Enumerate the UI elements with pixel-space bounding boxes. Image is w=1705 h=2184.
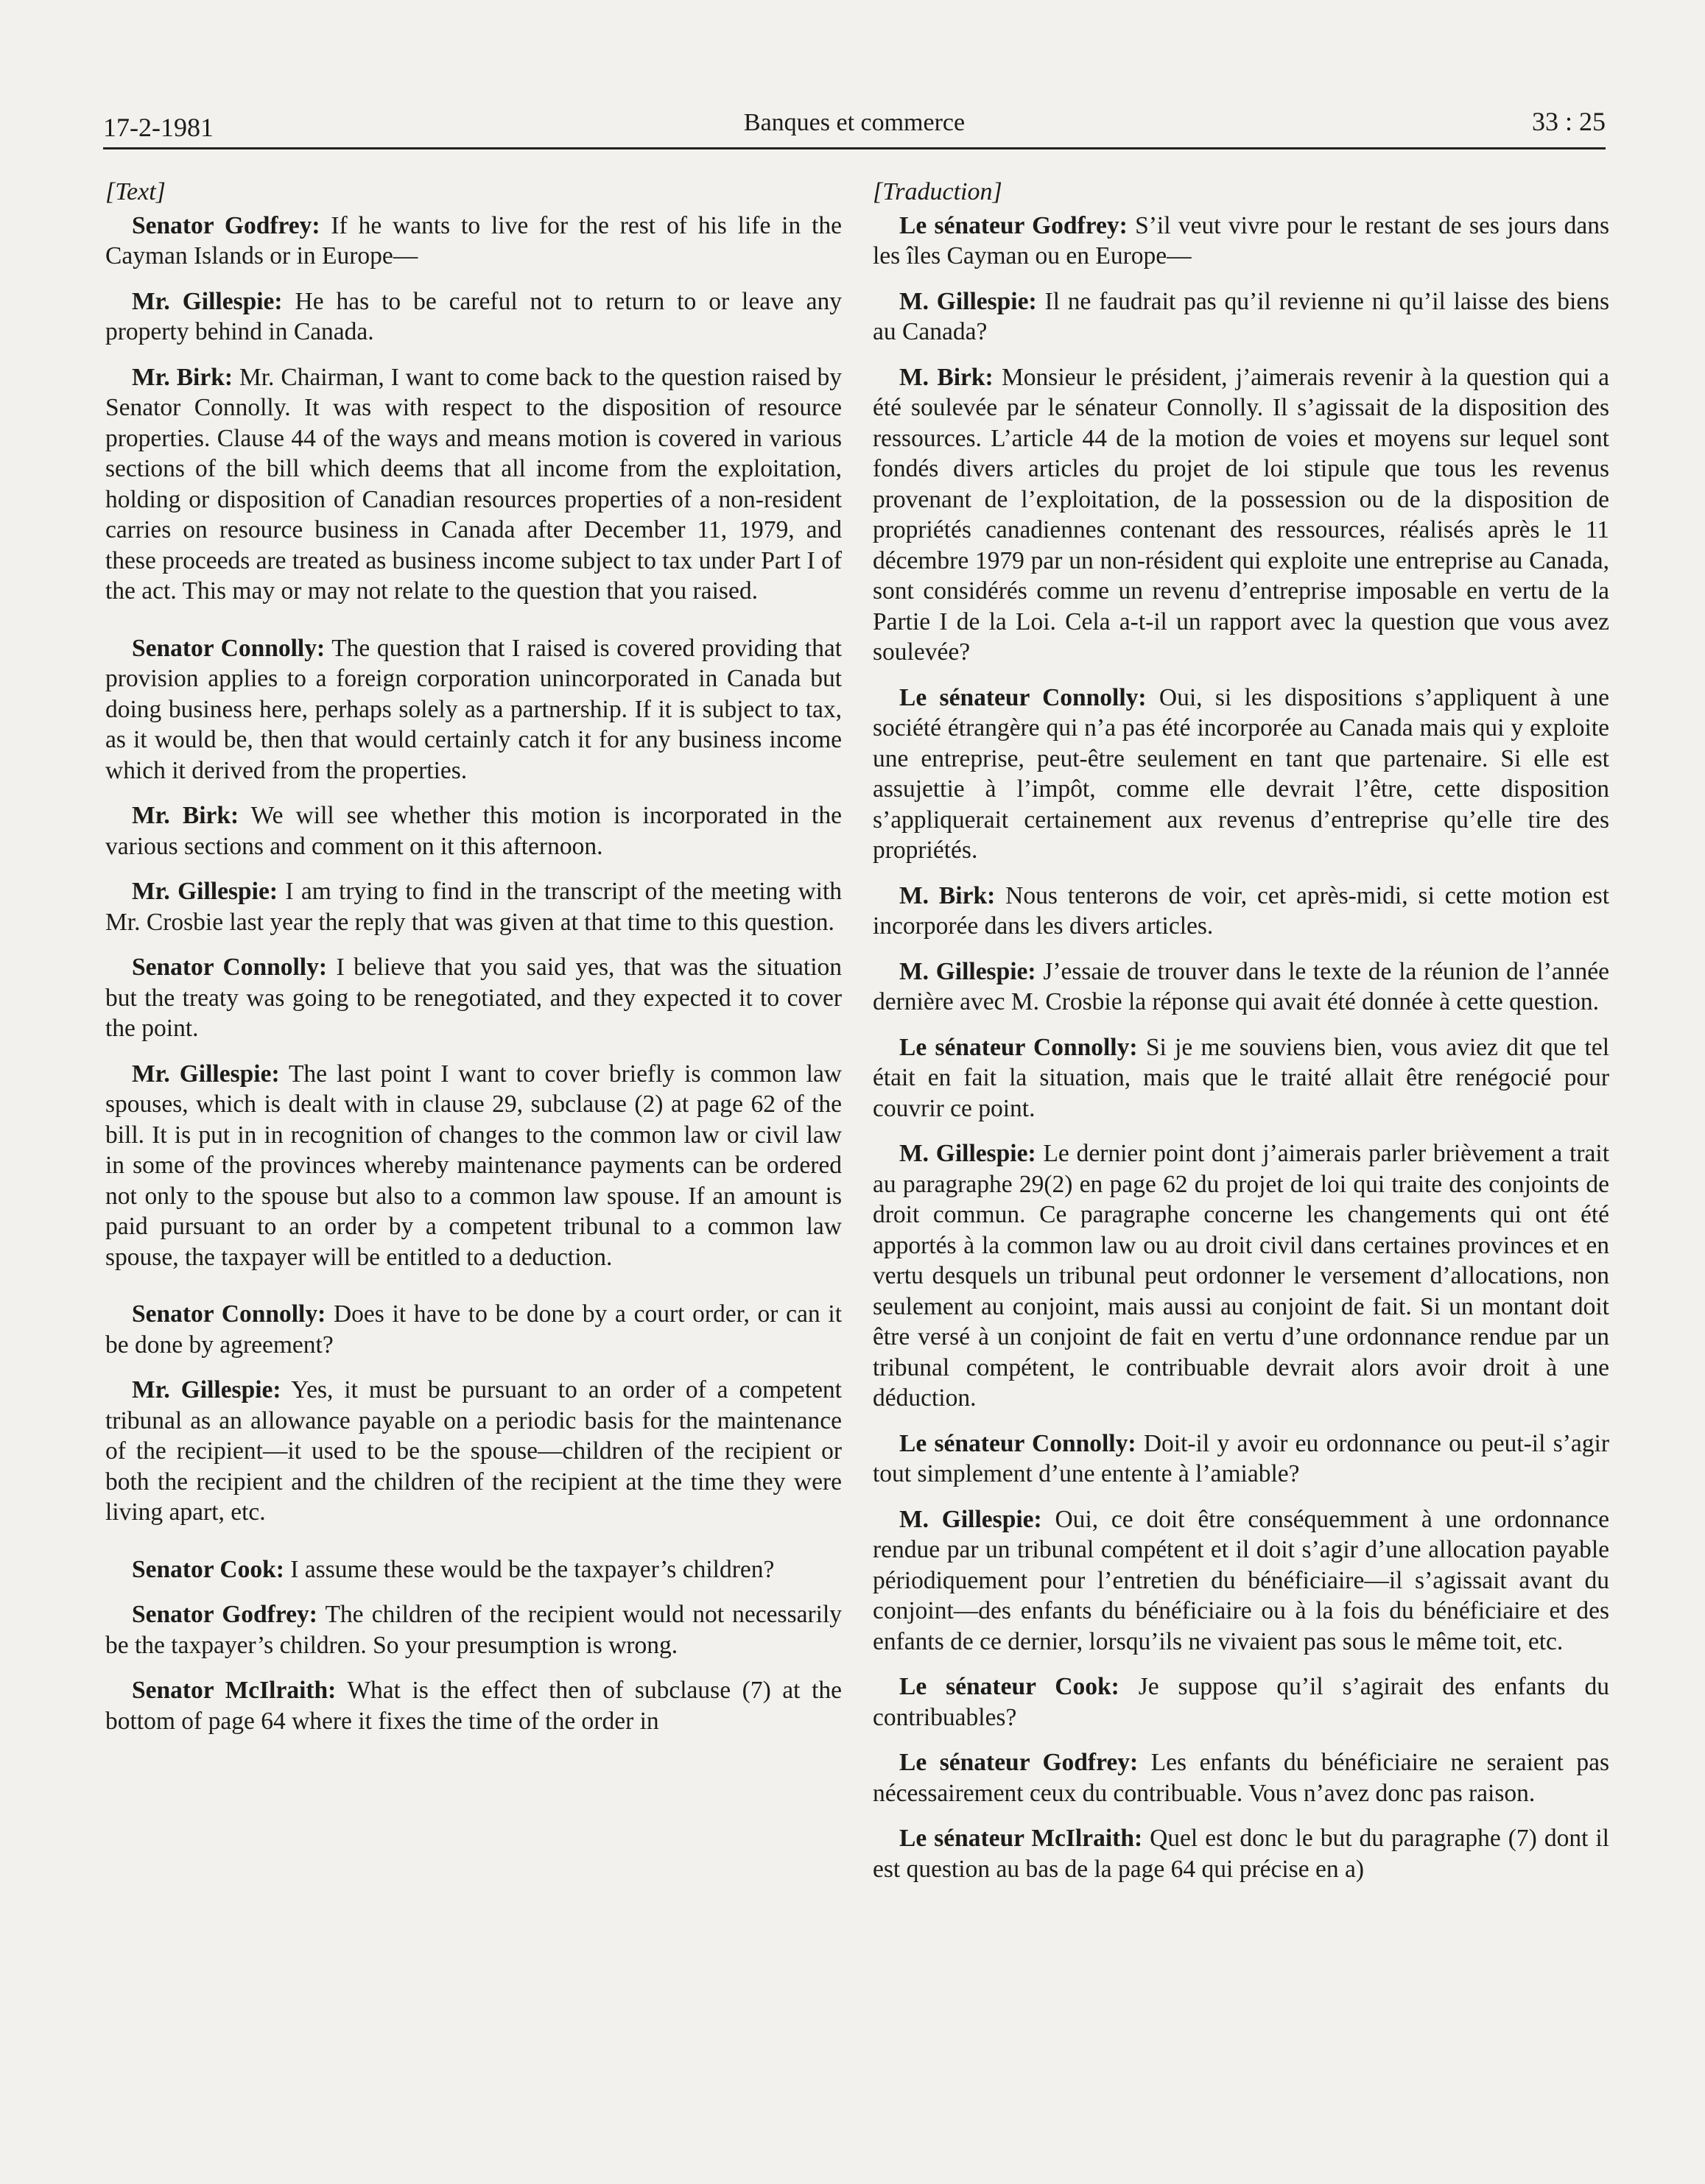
speaker: Le sénateur Godfrey: [899, 1749, 1139, 1776]
paragraph [105, 1554, 842, 1585]
speaker: Senator McIlraith: [132, 1677, 337, 1704]
speech: What is the effect then of subclause (7) at the bottom of page 64 where it fixes the time of the order in [105, 1677, 842, 1735]
paragraph [873, 211, 1609, 272]
paragraph [105, 362, 842, 607]
speaker: M. Gillespie: [899, 957, 1036, 985]
paragraph [873, 1032, 1609, 1124]
page-header [103, 88, 1606, 149]
paragraph [873, 1747, 1609, 1808]
header-title: Banques et commerce [743, 109, 966, 136]
speech: I believe that you said yes, that was the situation but the treaty was going to be renegotiated, and they expected it to cover the point. [105, 954, 843, 1042]
paragraph [105, 876, 842, 937]
speech: If he wants to live for the rest of his life in the Cayman Islands or in Europe— [105, 211, 843, 270]
paragraph [873, 957, 1609, 1018]
speech: Quel est donc le but du paragraphe (7) dont il est question au bas de la page 64 qui précise en a) [873, 1825, 1609, 1883]
paragraph [105, 952, 842, 1044]
paragraph [105, 800, 842, 862]
paragraph [873, 1823, 1609, 1884]
speaker: Senator Connolly: [132, 954, 328, 981]
speech: Doit-il y avoir eu ordonnance ou peut-il s’agir tout simplement d’une entente à l’amiable? [873, 1429, 1609, 1487]
speaker: Mr. Gillespie: [132, 287, 283, 315]
paragraph [105, 1675, 842, 1736]
speaker: Le sénateur Cook: [899, 1673, 1119, 1700]
speaker: Mr. Gillespie: [132, 878, 278, 905]
speaker: Le sénateur Connolly: [899, 1033, 1138, 1061]
speech: Les enfants du bénéficiaire ne seraient pas nécessairement ceux du contribuable. Vous n’avez donc pas raison. [873, 1749, 1610, 1807]
speech: The last point I want to cover briefly is common law spouses, which is dealt with in clause 29, subclause (2) at page 62 of the bill. It is put in in recognition of changes to the common law or civil law in some of the provinces whereby maintenance payments can be ordered not only to the spouse but also to a common law spouse. If an amount is paid pursuant to an order by a competent tribunal to a common law spouse, the taxpayer will be entitled to a deduction. [105, 1060, 842, 1271]
paragraph [105, 1599, 842, 1660]
speaker: Senator Connolly: [132, 1300, 326, 1328]
speaker: M. Gillespie: [899, 287, 1037, 315]
paragraph [873, 1672, 1609, 1733]
speech: J’essaie de trouver dans le texte de la réunion de l’année dernière avec M. Crosbie la réponse qui avait été donnée à cette question. [873, 957, 1609, 1015]
speech: I assume these would be the taxpayer’s children? [290, 1555, 775, 1583]
speaker: Mr. Birk: [132, 802, 239, 829]
speaker: Le sénateur McIlraith: [899, 1825, 1143, 1852]
speaker: M. Birk: [899, 363, 994, 391]
paragraph [105, 211, 842, 272]
paragraph [873, 286, 1609, 348]
speech: S’il veut vivre pour le restant de ses jours dans les îles Cayman ou en Europe— [873, 211, 1609, 270]
speaker: Senator Connolly: [132, 634, 326, 662]
header-date: 17-2-1981 [103, 113, 214, 142]
speech: I am trying to find in the transcript of the meeting with Mr. Crosbie last year the reply that was given at that time to this question. [105, 878, 842, 936]
right-column-french [873, 177, 1609, 1899]
speaker: Mr. Gillespie: [132, 1376, 281, 1403]
paragraph [873, 1429, 1609, 1490]
speaker: Mr. Gillespie: [132, 1060, 280, 1088]
speech: We will see whether this motion is incorporated in the various sections and comment on it this afternoon. [105, 802, 842, 860]
speech: Mr. Chairman, I want to come back to the question raised by Senator Connolly. It was with respect to the disposition of resource properties. Clause 44 of the ways and means motion is covered in various sections of the bill which deems that all income from the exploitation, holding or disposition of Canadian resources properties of a non-resident carries on resource business in Canada after December 11, 1979, and these proceeds are treated as business income subject to tax under Part I of the act. This may or may not relate to the question that you raised. [105, 363, 842, 605]
paragraph [105, 633, 842, 786]
speaker: M. Gillespie: [899, 1140, 1036, 1167]
speech: Le dernier point dont j’aimerais parler brièvement a trait au paragraphe 29(2) en page 62 du projet de loi qui traite des conjoints de droit commun. Ce paragraphe concerne les changements qui ont été apportés à la common law ou au droit civil dans certaines provinces et en vertu desquels un tribunal peut ordonner le versement d’allocations, non seulement au conjoint, mais aussi au conjoint de fait. Si un montant doit être versé à un conjoint de fait en vertu d’une ordonnance rendue par un tribunal compétent, le contribuable devrait alors avoir droit à une déduction. [873, 1140, 1610, 1412]
speech: Il ne faudrait pas qu’il revienne ni qu’il laisse des biens au Canada? [873, 287, 1609, 345]
speaker: Le sénateur Connolly: [899, 683, 1147, 711]
speech: Oui, si les dispositions s’appliquent à une société étrangère qui n’a pas été incorporée au Canada mais qui y exploite une entreprise, peut-être seulement en tant que partenaire. Si elle est assujettie à l’impôt, comme elle devrait l’être, cette disposition s’appliquerait certainement aux revenus d’entreprise qu’elle tire des propriétés. [873, 683, 1609, 864]
speech: Oui, ce doit être conséquemment à une ordonnance rendue par un tribunal compétent et il doit s’agir d’une allocation payable périodiquement pour l’entretien du bénéficiaire—il s’agissait avant du conjoint—des enfants du bénéficiaire ou à la fois du bénéficiaire et des enfants de ce dernier, lorsqu’ils ne vivaient pas sous le même toit, etc. [873, 1505, 1609, 1655]
speech: Si je me souviens bien, vous aviez dit que tel était en fait la situation, mais que le traité allait être renégocié pour couvrir ce point. [873, 1033, 1610, 1122]
speaker: Senator Godfrey: [132, 1601, 317, 1628]
speaker: Le sénateur Godfrey: [899, 211, 1128, 239]
speech: Je suppose qu’il s’agirait des enfants du contribuables? [873, 1673, 1609, 1731]
speech: He has to be careful not to return to or leave any property behind in Canada. [105, 287, 843, 345]
speaker: Le sénateur Connolly: [899, 1429, 1136, 1457]
speech: Yes, it must be pursuant to an order of a competent tribunal as an allowance payable on a periodic basis for the maintenance of the recipient—it used to be the spouse—children of the recipient or both the recipient and the children of the recipient at the time they were living apart, etc. [105, 1376, 842, 1526]
paragraph [873, 362, 1609, 668]
paragraph [873, 683, 1609, 866]
left-column-english [105, 177, 842, 1751]
speech: The question that I raised is covered providing that provision applies to a foreign corporation unincorporated in Canada but doing business here, perhaps solely as a partnership. If it is subject to tax, as it would be, then that would certainly catch it for any business income which it derived from the properties. [105, 634, 843, 784]
speaker: Mr. Birk: [132, 363, 233, 391]
header-page-number: 33 : 25 [1531, 107, 1606, 136]
traduction-label: [Traduction] [873, 178, 1002, 205]
paragraph [105, 1059, 842, 1273]
paragraph [105, 1375, 842, 1528]
text-label: [Text] [105, 178, 166, 205]
speech: Monsieur le président, j’aimerais revenir à la question qui a été soulevée par le sénateur Connolly. Il s’agissait de la disposition des ressources. L’article 44 de la motion de voies et moyens sur lequel sont fondés divers articles du projet de loi stipule que tous les revenus provenant de l’exploitation, de la possession ou de la disposition de propriétés canadiennes contenant des ressources, réalisés après le 11 décembre 1979 par un non-résident qui exploite une entreprise au Canada, sont considérés comme un revenu d’entreprise imposable en vertu de la Partie I de la Loi. Cela a-t-il un rapport avec la question que vous avez soulevée? [873, 363, 1609, 666]
speaker: Senator Cook: [132, 1555, 284, 1583]
paragraph [105, 1299, 842, 1360]
speaker: M. Birk: [899, 881, 996, 909]
paragraph [105, 286, 842, 348]
speech: The children of the recipient would not necessarily be the taxpayer’s children. So your presumption is wrong. [105, 1601, 843, 1659]
speech: Nous tenterons de voir, cet après-midi, si cette motion est incorporée dans les divers articles. [873, 881, 1610, 940]
paragraph [873, 1138, 1609, 1414]
speech: Does it have to be done by a court order, or can it be done by agreement? [105, 1300, 842, 1359]
speaker: Senator Godfrey: [132, 211, 320, 239]
speaker: M. Gillespie: [899, 1505, 1042, 1533]
paragraph [873, 1504, 1609, 1658]
paragraph [873, 881, 1609, 942]
